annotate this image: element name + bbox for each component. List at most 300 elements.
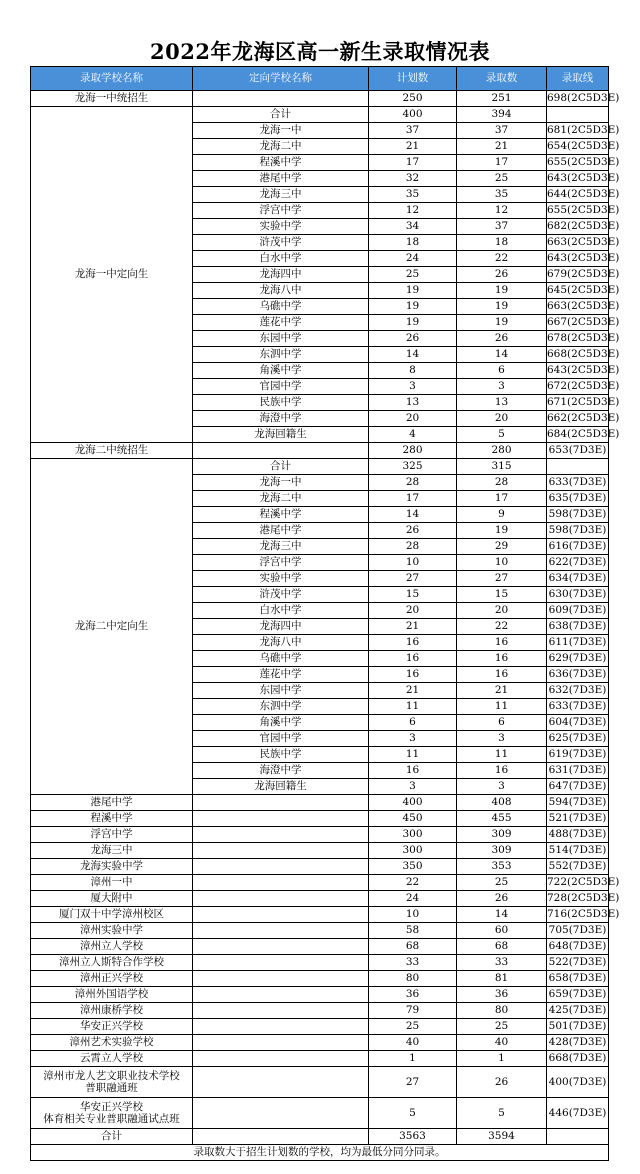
target-school — [193, 891, 369, 907]
admitted-count: 280 — [457, 443, 547, 459]
school-name: 漳州艺术实验学校 — [31, 1035, 193, 1051]
school-name: 龙海实验中学 — [31, 859, 193, 875]
cutoff-score: 647(7D3E) — [547, 779, 609, 795]
table-row — [31, 971, 609, 987]
total-admitted: 3594 — [457, 1129, 547, 1145]
school-name — [31, 1067, 193, 1098]
plan-count: 33 — [369, 955, 457, 971]
plan-count: 28 — [369, 475, 457, 491]
admitted-count: 40 — [457, 1035, 547, 1051]
target-school: 民族中学 — [193, 395, 369, 411]
plan-count: 1 — [369, 1051, 457, 1067]
admitted-count: 3 — [457, 731, 547, 747]
target-school — [193, 795, 369, 811]
admitted-count: 26 — [457, 331, 547, 347]
admitted-count: 21 — [457, 683, 547, 699]
cutoff-score: 655(2C5D3E) — [547, 155, 609, 171]
cutoff-score: 681(2C5D3E) — [547, 123, 609, 139]
admitted-count: 81 — [457, 971, 547, 987]
target-school: 东泗中学 — [193, 347, 369, 363]
cutoff-score: 668(2C5D3E) — [547, 347, 609, 363]
admitted-count: 3 — [457, 779, 547, 795]
school-name: 龙海三中 — [31, 843, 193, 859]
plan-count: 27 — [369, 1067, 457, 1098]
admitted-count: 20 — [457, 411, 547, 427]
plan-count: 20 — [369, 411, 457, 427]
cutoff-score: 428(7D3E) — [547, 1035, 609, 1051]
target-school: 东园中学 — [193, 331, 369, 347]
admitted-count: 5 — [457, 1098, 547, 1129]
plan-count: 6 — [369, 715, 457, 731]
cutoff-score: 705(7D3E) — [547, 923, 609, 939]
cutoff-score: 678(2C5D3E) — [547, 331, 609, 347]
table-row — [31, 1019, 609, 1035]
plan-count: 14 — [369, 507, 457, 523]
table-row — [31, 891, 609, 907]
school-name: 龙海一中定向生 — [31, 107, 193, 443]
header-admitted: 录取数 — [457, 67, 547, 91]
plan-count: 3 — [369, 779, 457, 795]
admitted-count: 37 — [457, 123, 547, 139]
target-school: 龙海回籍生 — [193, 779, 369, 795]
target-school: 乌礁中学 — [193, 299, 369, 315]
target-school — [193, 1019, 369, 1035]
cutoff-score: 668(7D3E) — [547, 1051, 609, 1067]
table-row — [31, 843, 609, 859]
school-name: 漳州正兴学校 — [31, 971, 193, 987]
admitted-count: 5 — [457, 427, 547, 443]
cutoff-score: 679(2C5D3E) — [547, 267, 609, 283]
admitted-count: 14 — [457, 907, 547, 923]
admitted-count: 26 — [457, 1067, 547, 1098]
plan-count: 19 — [369, 299, 457, 315]
admitted-count: 22 — [457, 251, 547, 267]
school-name: 龙海二中统招生 — [31, 443, 193, 459]
cutoff-score: 604(7D3E) — [547, 715, 609, 731]
admitted-count: 28 — [457, 475, 547, 491]
cutoff-score: 653(7D3E) — [547, 443, 609, 459]
admitted-count: 11 — [457, 699, 547, 715]
school-name: 龙海一中统招生 — [31, 91, 193, 107]
admitted-count: 27 — [457, 571, 547, 587]
admitted-count: 33 — [457, 955, 547, 971]
header-plan: 计划数 — [369, 67, 457, 91]
target-school: 东园中学 — [193, 683, 369, 699]
cutoff-score: 645(2C5D3E) — [547, 283, 609, 299]
target-school — [193, 1003, 369, 1019]
cutoff-score: 643(2C5D3E) — [547, 251, 609, 267]
plan-count: 26 — [369, 523, 457, 539]
school-name: 漳州外国语学校 — [31, 987, 193, 1003]
cutoff-score: 400(7D3E) — [547, 1067, 609, 1098]
target-school: 角溪中学 — [193, 715, 369, 731]
plan-count: 16 — [369, 667, 457, 683]
plan-count: 19 — [369, 315, 457, 331]
cutoff-score: 446(7D3E) — [547, 1098, 609, 1129]
cutoff-score: 671(2C5D3E) — [547, 395, 609, 411]
cutoff-score: 521(7D3E) — [547, 811, 609, 827]
admitted-count: 353 — [457, 859, 547, 875]
school-name: 厦大附中 — [31, 891, 193, 907]
admitted-count: 25 — [457, 1019, 547, 1035]
cutoff-score: 722(2C5D3E) — [547, 875, 609, 891]
plan-count: 21 — [369, 139, 457, 155]
admitted-count: 9 — [457, 507, 547, 523]
plan-count: 25 — [369, 1019, 457, 1035]
cutoff-score: 622(7D3E) — [547, 555, 609, 571]
admitted-count: 3 — [457, 379, 547, 395]
plan-count: 400 — [369, 107, 457, 123]
admitted-count: 251 — [457, 91, 547, 107]
school-name-line1: 漳州市龙人艺文职业技术学校 — [43, 1070, 180, 1082]
table-row — [31, 859, 609, 875]
plan-count: 450 — [369, 811, 457, 827]
cutoff-score: 609(7D3E) — [547, 603, 609, 619]
admitted-count: 16 — [457, 667, 547, 683]
cutoff-score: 682(2C5D3E) — [547, 219, 609, 235]
admitted-count: 17 — [457, 155, 547, 171]
admitted-count: 11 — [457, 747, 547, 763]
table-row — [31, 443, 609, 459]
target-school: 东泗中学 — [193, 699, 369, 715]
admitted-count: 16 — [457, 635, 547, 651]
plan-count: 37 — [369, 123, 457, 139]
cutoff-score: 631(7D3E) — [547, 763, 609, 779]
plan-count: 58 — [369, 923, 457, 939]
plan-count: 400 — [369, 795, 457, 811]
cutoff-score: 552(7D3E) — [547, 859, 609, 875]
table-row — [31, 827, 609, 843]
admitted-count: 19 — [457, 283, 547, 299]
target-school: 浮宫中学 — [193, 555, 369, 571]
plan-count: 10 — [369, 555, 457, 571]
table-row — [31, 955, 609, 971]
target-school — [193, 875, 369, 891]
table-row — [31, 795, 609, 811]
cutoff-score: 501(7D3E) — [547, 1019, 609, 1035]
plan-count: 280 — [369, 443, 457, 459]
admitted-count: 25 — [457, 875, 547, 891]
cutoff-score: 488(7D3E) — [547, 827, 609, 843]
target-school: 港尾中学 — [193, 523, 369, 539]
admitted-count: 22 — [457, 619, 547, 635]
plan-count: 3 — [369, 379, 457, 395]
target-school — [193, 971, 369, 987]
target-school: 龙海回籍生 — [193, 427, 369, 443]
cutoff-score: 638(7D3E) — [547, 619, 609, 635]
target-school — [193, 91, 369, 107]
total-plan: 3563 — [369, 1129, 457, 1145]
admitted-count: 309 — [457, 843, 547, 859]
target-school: 龙海四中 — [193, 267, 369, 283]
cutoff-score: 633(7D3E) — [547, 699, 609, 715]
school-name-line1: 华安正兴学校 — [80, 1101, 143, 1113]
school-name-line2: 体育相关专业普职融通试点班 — [43, 1113, 180, 1125]
admission-table — [30, 66, 620, 1161]
school-name: 港尾中学 — [31, 795, 193, 811]
admitted-count: 25 — [457, 171, 547, 187]
table-row — [31, 939, 609, 955]
target-school — [193, 443, 369, 459]
admitted-count: 16 — [457, 763, 547, 779]
table-row — [31, 1051, 609, 1067]
cutoff-score: 632(7D3E) — [547, 683, 609, 699]
cutoff-score: 663(2C5D3E) — [547, 235, 609, 251]
cutoff-score: 658(7D3E) — [547, 971, 609, 987]
cutoff-score: 654(2C5D3E) — [547, 139, 609, 155]
target-school: 乌礁中学 — [193, 651, 369, 667]
plan-count: 35 — [369, 187, 457, 203]
school-name: 漳州实验中学 — [31, 923, 193, 939]
cutoff-score: 667(2C5D3E) — [547, 315, 609, 331]
total-label: 合计 — [31, 1129, 193, 1145]
plan-count: 18 — [369, 235, 457, 251]
target-school: 龙海三中 — [193, 187, 369, 203]
plan-count: 16 — [369, 635, 457, 651]
target-school: 浒茂中学 — [193, 235, 369, 251]
target-school: 莲花中学 — [193, 667, 369, 683]
admitted-count: 18 — [457, 235, 547, 251]
cutoff-score: 672(2C5D3E) — [547, 379, 609, 395]
school-name: 龙海二中定向生 — [31, 459, 193, 795]
cutoff-score: 643(2C5D3E) — [547, 363, 609, 379]
target-school: 龙海八中 — [193, 283, 369, 299]
plan-count: 17 — [369, 491, 457, 507]
school-name: 浮宫中学 — [31, 827, 193, 843]
target-school: 港尾中学 — [193, 171, 369, 187]
target-school: 龙海四中 — [193, 619, 369, 635]
table-row — [31, 107, 609, 123]
school-name-line2: 普职融通班 — [85, 1082, 138, 1094]
plan-count: 15 — [369, 587, 457, 603]
cutoff-score: 635(7D3E) — [547, 491, 609, 507]
target-school — [193, 955, 369, 971]
target-school: 民族中学 — [193, 747, 369, 763]
target-school — [193, 1098, 369, 1129]
target-school — [193, 939, 369, 955]
school-name: 漳州立人学校 — [31, 939, 193, 955]
admitted-count: 19 — [457, 299, 547, 315]
target-school: 官园中学 — [193, 379, 369, 395]
plan-count: 17 — [369, 155, 457, 171]
target-school: 浮宫中学 — [193, 203, 369, 219]
school-name: 华安正兴学校 — [31, 1019, 193, 1035]
admitted-count: 408 — [457, 795, 547, 811]
school-name — [31, 1098, 193, 1129]
school-name: 程溪中学 — [31, 811, 193, 827]
total-cutoff — [547, 1129, 609, 1145]
admitted-count: 14 — [457, 347, 547, 363]
target-school: 角溪中学 — [193, 363, 369, 379]
admitted-count: 13 — [457, 395, 547, 411]
cutoff-score: 594(7D3E) — [547, 795, 609, 811]
admitted-count: 29 — [457, 539, 547, 555]
table-row — [31, 811, 609, 827]
plan-count: 79 — [369, 1003, 457, 1019]
cutoff-score: 611(7D3E) — [547, 635, 609, 651]
cutoff-score: 716(2C5D3E) — [547, 907, 609, 923]
plan-count: 4 — [369, 427, 457, 443]
target-school: 官园中学 — [193, 731, 369, 747]
cutoff-score: 625(7D3E) — [547, 731, 609, 747]
plan-count: 250 — [369, 91, 457, 107]
school-name: 漳州立人斯特合作学校 — [31, 955, 193, 971]
plan-count: 34 — [369, 219, 457, 235]
target-school — [193, 1067, 369, 1098]
table-row — [31, 875, 609, 891]
target-school — [193, 811, 369, 827]
admitted-count: 19 — [457, 523, 547, 539]
admitted-count: 26 — [457, 267, 547, 283]
cutoff-score: 659(7D3E) — [547, 987, 609, 1003]
plan-count: 21 — [369, 683, 457, 699]
header-row — [31, 67, 609, 91]
cutoff-score: 522(7D3E) — [547, 955, 609, 971]
target-school: 龙海一中 — [193, 475, 369, 491]
target-school: 龙海三中 — [193, 539, 369, 555]
plan-count: 19 — [369, 283, 457, 299]
cutoff-score: 633(7D3E) — [547, 475, 609, 491]
plan-count: 11 — [369, 747, 457, 763]
school-name: 厦门双十中学漳州校区 — [31, 907, 193, 923]
target-school: 龙海一中 — [193, 123, 369, 139]
target-school: 海澄中学 — [193, 763, 369, 779]
target-school — [193, 923, 369, 939]
admitted-count: 394 — [457, 107, 547, 123]
cutoff-score: 634(7D3E) — [547, 571, 609, 587]
plan-count: 36 — [369, 987, 457, 1003]
target-school: 海澄中学 — [193, 411, 369, 427]
plan-count: 32 — [369, 171, 457, 187]
plan-count: 350 — [369, 859, 457, 875]
school-name: 漳州康桥学校 — [31, 1003, 193, 1019]
plan-count: 28 — [369, 539, 457, 555]
admitted-count: 35 — [457, 187, 547, 203]
admitted-count: 19 — [457, 315, 547, 331]
plan-count: 25 — [369, 267, 457, 283]
target-school: 实验中学 — [193, 571, 369, 587]
cutoff-score: 662(2C5D3E) — [547, 411, 609, 427]
header-target-school: 定向学校名称 — [193, 67, 369, 91]
admitted-count: 21 — [457, 139, 547, 155]
target-school: 龙海二中 — [193, 491, 369, 507]
plan-count: 13 — [369, 395, 457, 411]
target-school: 莲花中学 — [193, 315, 369, 331]
target-school: 实验中学 — [193, 219, 369, 235]
table-row — [31, 91, 609, 107]
header-cutoff: 录取线 — [547, 67, 609, 91]
cutoff-score: 698(2C5D3E) — [547, 91, 609, 107]
target-school — [193, 843, 369, 859]
cutoff-score — [547, 107, 609, 123]
table-row — [31, 923, 609, 939]
footnote: 录取数大于招生计划数的学校，均为最低分同分同录。 — [31, 1145, 609, 1161]
admitted-count: 1 — [457, 1051, 547, 1067]
school-name: 云霄立人学校 — [31, 1051, 193, 1067]
plan-count: 16 — [369, 651, 457, 667]
plan-count: 11 — [369, 699, 457, 715]
target-school: 浒茂中学 — [193, 587, 369, 603]
page-title: 2022年龙海区高一新生录取情况表 — [150, 39, 490, 64]
header-school: 录取学校名称 — [31, 67, 193, 91]
admitted-count: 68 — [457, 939, 547, 955]
admitted-count: 60 — [457, 923, 547, 939]
target-school — [193, 859, 369, 875]
target-school — [193, 1051, 369, 1067]
plan-count: 16 — [369, 763, 457, 779]
admitted-count: 15 — [457, 587, 547, 603]
cutoff-score: 648(7D3E) — [547, 939, 609, 955]
table-row — [31, 987, 609, 1003]
cutoff-score: 663(2C5D3E) — [547, 299, 609, 315]
plan-count: 80 — [369, 971, 457, 987]
cutoff-score: 643(2C5D3E) — [547, 171, 609, 187]
plan-count: 325 — [369, 459, 457, 475]
cutoff-score: 655(2C5D3E) — [547, 203, 609, 219]
admitted-count: 80 — [457, 1003, 547, 1019]
target-school: 合计 — [193, 107, 369, 123]
plan-count: 24 — [369, 251, 457, 267]
target-school: 合计 — [193, 459, 369, 475]
admitted-count: 20 — [457, 603, 547, 619]
plan-count: 10 — [369, 907, 457, 923]
admitted-count: 26 — [457, 891, 547, 907]
target-school — [193, 827, 369, 843]
cutoff-score: 636(7D3E) — [547, 667, 609, 683]
plan-count: 22 — [369, 875, 457, 891]
target-school: 龙海二中 — [193, 139, 369, 155]
cutoff-score: 629(7D3E) — [547, 651, 609, 667]
cutoff-score: 598(7D3E) — [547, 523, 609, 539]
plan-count: 68 — [369, 939, 457, 955]
admitted-count: 6 — [457, 363, 547, 379]
admitted-count: 12 — [457, 203, 547, 219]
target-school: 白水中学 — [193, 251, 369, 267]
cutoff-score: 598(7D3E) — [547, 507, 609, 523]
admitted-count: 37 — [457, 219, 547, 235]
note-row — [31, 1145, 609, 1161]
plan-count: 12 — [369, 203, 457, 219]
admitted-count: 36 — [457, 987, 547, 1003]
cutoff-score: 684(2C5D3E) — [547, 427, 609, 443]
plan-count: 27 — [369, 571, 457, 587]
target-school: 程溪中学 — [193, 155, 369, 171]
plan-count: 300 — [369, 827, 457, 843]
target-school — [193, 907, 369, 923]
admitted-count: 17 — [457, 491, 547, 507]
table-row — [31, 1067, 609, 1098]
plan-count: 24 — [369, 891, 457, 907]
table-row — [31, 459, 609, 475]
plan-count: 21 — [369, 619, 457, 635]
table-row — [31, 907, 609, 923]
plan-count: 5 — [369, 1098, 457, 1129]
cutoff-score: 630(7D3E) — [547, 587, 609, 603]
plan-count: 3 — [369, 731, 457, 747]
cutoff-score: 514(7D3E) — [547, 843, 609, 859]
cutoff-score: 619(7D3E) — [547, 747, 609, 763]
plan-count: 8 — [369, 363, 457, 379]
target-school — [193, 1035, 369, 1051]
admitted-count: 309 — [457, 827, 547, 843]
cutoff-score: 425(7D3E) — [547, 1003, 609, 1019]
target-school — [193, 1129, 369, 1145]
table-row — [31, 1098, 609, 1129]
admitted-count: 455 — [457, 811, 547, 827]
plan-count: 14 — [369, 347, 457, 363]
cutoff-score: 644(2C5D3E) — [547, 187, 609, 203]
admitted-count: 315 — [457, 459, 547, 475]
